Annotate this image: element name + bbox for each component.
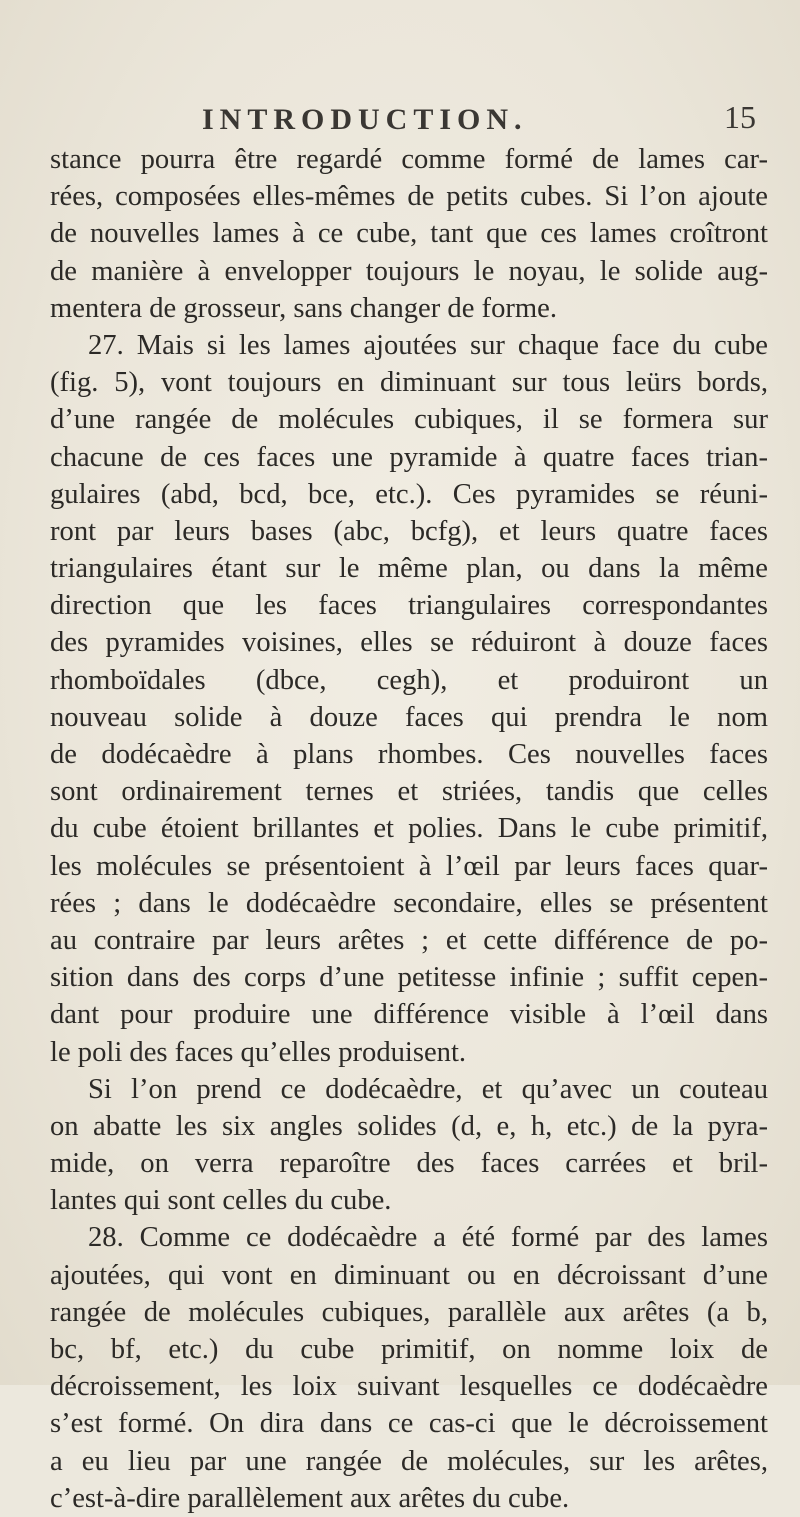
text-line: mide, on verra reparoître des faces carrées et bril-: [50, 1148, 768, 1180]
text-line: d’une rangée de molécules cubiques, il se formera sur: [50, 404, 768, 436]
text-line: 28. Comme ce dodécaèdre a été formé par des lames: [88, 1222, 768, 1254]
text-line: Si l’on prend ce dodécaèdre, et qu’avec un couteau: [88, 1073, 768, 1105]
text-line: au contraire par leurs arêtes ; et cette différence de po-: [50, 924, 768, 956]
text-line: décroissement, les loix suivant lesquelles ce dodécaèdre: [50, 1371, 768, 1403]
text-line: 27. Mais si les lames ajoutées sur chaque face du cube: [88, 329, 768, 361]
text-line: gulaires (abd, bcd, bce, etc.). Ces pyramides se réuni-: [50, 478, 768, 510]
text-line: on abatte les six angles solides (d, e, h, etc.) de la pyra-: [50, 1110, 768, 1142]
text-line: s’est formé. On dira dans ce cas-ci que le décroissement: [50, 1408, 768, 1440]
page-header: [118, 99, 756, 139]
text-line: ront par leurs bases (abc, bcfg), et leurs quatre faces: [50, 515, 768, 547]
text-line: du cube étoient brillantes et polies. Dans le cube primitif,: [50, 813, 768, 845]
text-line: chacune de ces faces une pyramide à quatre faces trian-: [50, 441, 768, 473]
page-number: 15: [724, 99, 756, 135]
text-line: rhomboïdales (dbce, cegh), et produiront un: [50, 664, 768, 696]
text-line: nouveau solide à douze faces qui prendra le nom: [50, 701, 768, 733]
text-line: de nouvelles lames à ce cube, tant que ces lames croîtront: [50, 218, 768, 250]
text-line: de manière à envelopper toujours le noyau, le solide aug-: [50, 255, 768, 287]
text-line: direction que les faces triangulaires correspondantes: [50, 590, 768, 622]
text-line: des pyramides voisines, elles se réduiront à douze faces: [50, 627, 768, 659]
text-line: sition dans des corps d’une petitesse infinie ; suffit cepen-: [50, 962, 768, 994]
text-line: rées, composées elles-mêmes de petits cubes. Si l’on ajoute: [50, 181, 768, 213]
text-line: de dodécaèdre à plans rhombes. Ces nouvelles faces: [50, 739, 768, 770]
text-line: triangulaires étant sur le même plan, ou dans la même: [50, 553, 768, 585]
text-line: ajoutées, qui vont en diminuant ou en décroissant d’une: [50, 1259, 768, 1291]
text-line: lantes qui sont celles du cube.: [50, 1185, 392, 1217]
text-line: rées ; dans le dodécaèdre secondaire, elles se présentent: [50, 887, 768, 919]
text-line: (fig. 5), vont toujours en diminuant sur tous leürs bords,: [50, 367, 768, 399]
text-line: les molécules se présentoient à l’œil par leurs faces quar-: [50, 850, 768, 882]
text-line: bc, bf, etc.) du cube primitif, on nomme loix de: [50, 1334, 768, 1365]
running-title: INTRODUCTION.: [202, 103, 528, 136]
text-line: rangée de molécules cubiques, parallèle aux arêtes (a b,: [50, 1296, 768, 1328]
text-line: sont ordinairement ternes et striées, tandis que celles: [50, 776, 768, 808]
text-line: a eu lieu par une rangée de molécules, sur les arêtes,: [50, 1445, 768, 1477]
text-line: stance pourra être regardé comme formé de lames car-: [50, 144, 768, 175]
text-line: dant pour produire une différence visible à l’œil dans: [50, 999, 768, 1031]
body-text: [50, 141, 768, 1517]
text-line: c’est-à-dire parallèlement aux arêtes du cube.: [50, 1482, 570, 1514]
text-line: le poli des faces qu’elles produisent.: [50, 1036, 467, 1068]
text-line: mentera de grosseur, sans changer de forme.: [50, 292, 557, 324]
